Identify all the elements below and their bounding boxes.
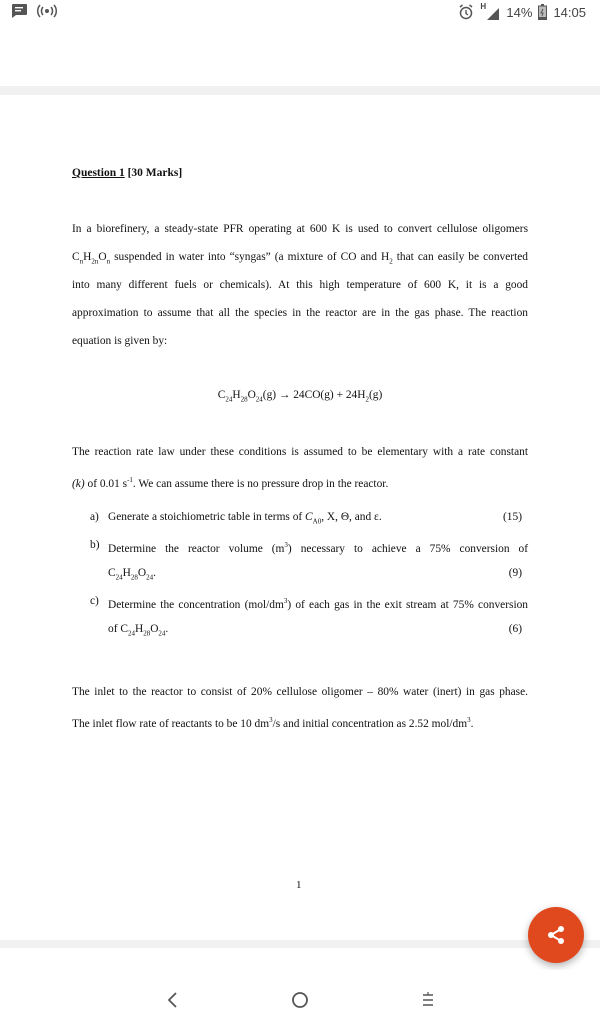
share-button[interactable]: [528, 907, 584, 963]
battery-icon: [538, 4, 547, 23]
status-right-icons: [458, 3, 586, 23]
back-icon: [165, 991, 179, 1009]
network-h-icon: [480, 2, 500, 21]
oligomer-formula: $C_nH_{2n}O_n$: [72, 251, 111, 266]
task-a-text: Generate a stoichiometric table in terms of $C_{A0}$, X, Θ, and ε.: [108, 511, 382, 526]
reaction-arrow: →: [278, 389, 291, 401]
navigation-bar: [0, 970, 600, 1024]
intro-line-5: equation is given by:: [72, 335, 168, 347]
recents-icon: [421, 991, 435, 1009]
alarm-icon: [458, 4, 474, 23]
task-b-marks: (9): [508, 567, 522, 579]
question-title: Question 1: [72, 167, 125, 179]
message-icon: [10, 3, 28, 24]
battery-percent: 14%: [506, 5, 533, 20]
task-c-text: Determine the concentration $(mol/dm^3)$ of each gas in the exit stream at 75% conversion: [108, 597, 528, 611]
back-button[interactable]: [160, 988, 184, 1012]
question-heading: [72, 167, 182, 179]
network-letter: H: [480, 2, 487, 11]
question-marks: [30 Marks]: [127, 167, 183, 179]
task-b-label: b): [90, 539, 100, 551]
status-left-icons: [10, 3, 58, 24]
share-icon: [545, 924, 567, 946]
task-a-label: a): [90, 511, 99, 523]
recents-button[interactable]: [416, 988, 440, 1012]
task-a-marks: (15): [503, 511, 522, 523]
status-bar: [0, 0, 600, 26]
task-c-label: c): [90, 595, 99, 607]
bottom-divider: [0, 940, 600, 948]
intro-line-3: into many different fuels or chemicals). At this high temperature of 600 K, it is a good: [72, 279, 528, 291]
task-c-marks: (6): [508, 623, 522, 635]
task-b-formula: $C_{24}H_{28}O_{24}$.: [108, 567, 156, 582]
intro-line-2: $C_nH_{2n}O_n$ suspended in water into “syngas” (a mixture of CO and $H_2$ that can easily be converted: [72, 251, 528, 266]
task-b-text: Determine the reactor volume $(m^3)$ necessary to achieve a 75% conversion of: [108, 541, 529, 555]
home-button[interactable]: [288, 988, 312, 1012]
page-number: 1: [296, 879, 302, 891]
rate-law-line-1: The reaction rate law under these conditions is assumed to be elementary with a rate constant: [72, 446, 528, 458]
clock: 14:05: [553, 5, 586, 20]
intro-line-4: approximation to assume that all the species in the reactor are in the gas phase. The reaction: [72, 307, 528, 319]
rate-law-line-2: (k) of 0.01 $s^{-1}$. We can assume there is no pressure drop in the reactor.: [72, 476, 389, 490]
reaction-equation: $C_{24}H_{28}O_{24}(g) \to 24CO(g) + 24H_2(g)$: [217, 389, 383, 404]
inlet-line-2: The inlet flow rate of reactants to be 10 $dm^3/s$ and initial concentration as 2.52 mol/$dm^3$.: [72, 716, 474, 730]
inlet-line-1: The inlet to the reactor to consist of 20% cellulose oligomer – 80% water (inert) in gas phase.: [72, 686, 528, 698]
top-divider: [0, 86, 600, 95]
task-c-formula: of $C_{24}H_{28}O_{24}$.: [108, 623, 169, 638]
home-icon: [291, 991, 309, 1009]
hotspot-icon: [36, 3, 58, 24]
signal-icon: [486, 7, 500, 21]
intro-line-1: In a biorefinery, a steady-state PFR operating at 600 K is used to convert cellulose oligomers: [72, 223, 528, 235]
